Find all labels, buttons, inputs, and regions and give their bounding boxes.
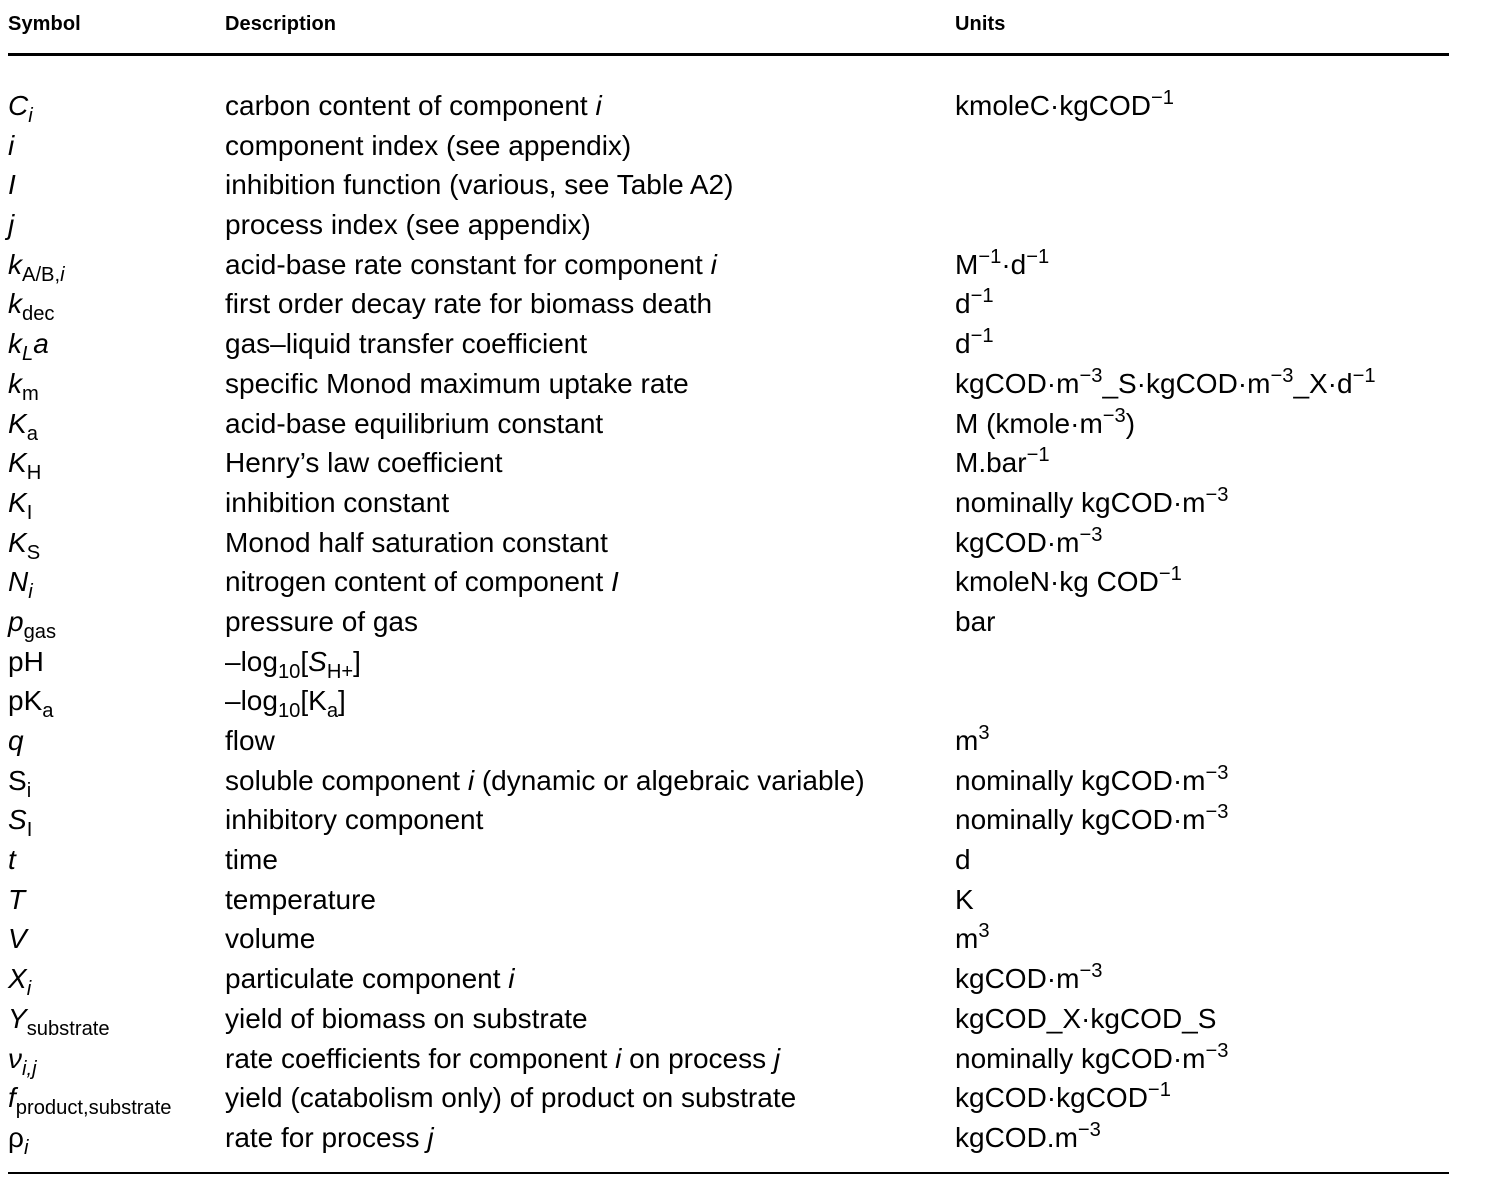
units-exponent: 3 <box>978 920 990 943</box>
symbol-subscript <box>22 343 33 365</box>
table-row <box>8 205 1449 245</box>
symbol-base: I <box>8 169 16 201</box>
symbol-subscript <box>22 383 39 405</box>
description-text: acid-base equilibrium constant <box>225 407 604 439</box>
description-text: time <box>225 844 278 876</box>
table-row <box>8 404 1449 444</box>
description-cell <box>225 483 449 523</box>
description-cell <box>225 562 619 602</box>
symbol-subscript <box>28 105 32 127</box>
symbol-base: k <box>8 248 22 280</box>
symbol-subscript-text: product,substrate <box>15 1097 172 1120</box>
symbol-base: i <box>8 129 15 161</box>
symbol-base: k <box>8 328 22 360</box>
description-cell <box>225 999 588 1039</box>
units-text: nominally kgCOD·m <box>955 486 1206 518</box>
symbol-subscript-text: a <box>26 422 38 445</box>
table-row <box>8 562 1449 602</box>
units-text: kgCOD·m <box>955 963 1080 995</box>
symbol-base: K <box>8 407 27 439</box>
symbol-cell <box>8 523 40 563</box>
symbol-base: f <box>8 1082 16 1114</box>
units-text: d <box>955 288 971 320</box>
description-cell <box>225 1039 780 1079</box>
description-text: Henry’s law coefficient <box>225 447 503 479</box>
symbol-subscript-text: i <box>26 779 32 802</box>
table-header-row <box>8 0 1449 56</box>
units-cell <box>955 245 1049 285</box>
description-cell <box>225 523 608 563</box>
units-cell <box>955 800 1228 840</box>
description-variable: S <box>308 645 327 677</box>
symbol-cell <box>8 642 44 682</box>
symbol-cell <box>8 1039 37 1079</box>
units-exponent: −1 <box>970 325 994 348</box>
units-cell <box>955 284 994 324</box>
description-cell <box>225 880 376 920</box>
symbol-base: p <box>8 605 24 637</box>
header-description: Description <box>225 13 337 35</box>
units-cell <box>955 721 990 761</box>
symbol-subscript-text: i <box>23 1136 29 1159</box>
description-text: flow <box>225 725 275 756</box>
description-bracket: [K <box>300 685 327 717</box>
symbol-base: S <box>8 804 27 836</box>
description-cell <box>225 165 733 205</box>
symbol-base: pK <box>8 685 43 717</box>
description-text: process index (see appendix) <box>225 209 591 241</box>
symbol-cell <box>8 681 53 721</box>
units-text: kgCOD·kgCOD <box>955 1082 1148 1114</box>
units-text: kgCOD.m <box>955 1121 1078 1153</box>
table-row <box>8 523 1449 563</box>
description-italic: i <box>615 1042 622 1074</box>
units-cell <box>955 999 1216 1039</box>
description-italic: i <box>710 248 717 280</box>
symbol-base: X <box>8 963 27 995</box>
units-cell <box>955 959 1102 999</box>
table-row <box>8 602 1449 642</box>
table-row <box>8 840 1449 880</box>
table-row <box>8 642 1449 682</box>
symbol-cell <box>8 404 38 444</box>
description-cell <box>225 840 278 880</box>
description-text: temperature <box>225 883 376 915</box>
description-italic: j <box>773 1042 781 1074</box>
table-row <box>8 800 1449 840</box>
units-text: K <box>955 883 974 915</box>
symbol-cell <box>8 86 33 126</box>
description-text: component index (see appendix) <box>225 129 632 161</box>
table-row <box>8 86 1449 126</box>
table-row <box>8 1039 1449 1079</box>
table-row <box>8 959 1449 999</box>
symbol-cell <box>8 483 32 523</box>
units-text: M (kmole·m <box>955 407 1103 439</box>
units-exponent: −3 <box>1079 364 1103 387</box>
description-cell <box>225 126 631 166</box>
units-exponent: −1 <box>1026 444 1050 467</box>
symbol-cell <box>8 205 14 245</box>
symbol-base: k <box>8 288 22 320</box>
symbol-subscript <box>27 978 31 1000</box>
symbol-subscript-text: i <box>26 978 32 1001</box>
description-cell <box>225 642 361 682</box>
description-italic: i <box>467 764 475 796</box>
symbol-subscript <box>22 264 65 286</box>
symbol-subscript-text: a <box>42 700 54 723</box>
table-row <box>8 324 1449 364</box>
units-cell <box>955 483 1228 523</box>
units-cell <box>955 919 990 959</box>
units-exponent: −3 <box>1102 404 1126 427</box>
symbol-cell <box>8 443 41 483</box>
table-row <box>8 919 1449 959</box>
description-text: first order decay rate for biomass death <box>225 288 713 320</box>
description-cell <box>225 959 515 999</box>
symbol-cell <box>8 165 16 205</box>
symbol-subscript <box>22 303 55 325</box>
symbol-subscript <box>22 1058 37 1080</box>
symbol-subscript-text: L <box>22 343 34 366</box>
description-cell <box>225 1118 434 1158</box>
symbol-cell <box>8 919 27 959</box>
units-exponent: −1 <box>978 245 1002 268</box>
symbol-subscript <box>27 462 42 484</box>
symbol-cell <box>8 800 32 840</box>
units-cell <box>955 324 994 364</box>
symbol-base: T <box>8 883 26 915</box>
units-cell <box>955 602 995 642</box>
symbol-subscript-text: m <box>22 382 39 405</box>
description-italic: I <box>611 566 619 598</box>
description-text: pressure of gas <box>225 605 418 637</box>
units-cell <box>955 562 1182 602</box>
symbol-subscript-text: i <box>28 105 33 128</box>
units-cell <box>955 880 974 920</box>
units-text: M.bar <box>955 447 1027 479</box>
description-cell <box>225 761 865 801</box>
description-cell <box>225 205 591 245</box>
description-text: gas–liquid transfer coefficient <box>225 328 588 360</box>
description-text: –log <box>225 685 278 717</box>
description-text: soluble component <box>225 764 468 796</box>
units-exponent: −1 <box>1151 86 1175 109</box>
units-text: _S·kgCOD·m <box>1102 367 1271 399</box>
symbol-cell <box>8 840 16 880</box>
symbol-subscript <box>24 1137 28 1159</box>
units-text: ·d <box>1001 248 1027 280</box>
units-text: d <box>955 844 971 876</box>
description-text: specific Monod maximum uptake rate <box>225 367 689 399</box>
symbol-base: V <box>8 923 27 955</box>
description-cell <box>225 800 483 840</box>
table-row <box>8 126 1449 166</box>
symbol-base: j <box>8 209 15 241</box>
symbol-base: C <box>8 90 29 121</box>
symbol-base: k <box>8 367 22 399</box>
description-cell <box>225 681 346 721</box>
description-cell <box>225 404 603 444</box>
symbol-subscript <box>16 1097 172 1119</box>
description-cell <box>225 245 717 285</box>
units-cell <box>955 1078 1171 1118</box>
symbol-cell <box>8 721 24 761</box>
units-exponent: −3 <box>1205 761 1229 784</box>
units-text: kmoleC·kgCOD <box>955 90 1152 121</box>
table-row <box>8 443 1449 483</box>
units-text: nominally kgCOD·m <box>955 764 1206 796</box>
units-exponent: −1 <box>970 285 994 308</box>
table-row <box>8 364 1449 404</box>
units-text: d <box>955 328 971 360</box>
units-text: kgCOD·m <box>955 367 1080 399</box>
symbol-cell <box>8 562 33 602</box>
description-cell <box>225 1078 796 1118</box>
description-variable-subscript: a <box>326 700 339 723</box>
symbol-subscript <box>27 502 33 524</box>
table-row <box>8 165 1449 205</box>
description-subscript: 10 <box>277 660 301 683</box>
units-exponent: −3 <box>1079 960 1103 983</box>
symbol-subscript <box>28 581 32 603</box>
description-bracket: ] <box>338 685 346 717</box>
units-exponent: −1 <box>1158 563 1182 586</box>
description-text: inhibition function (various, see Table A2) <box>225 169 734 201</box>
units-cell <box>955 364 1376 404</box>
symbol-base: pH <box>8 645 44 677</box>
table-row <box>8 1078 1449 1118</box>
description-text: inhibition constant <box>225 486 450 518</box>
symbol-subscript-text: I <box>26 819 33 842</box>
symbol-base: q <box>8 725 24 756</box>
symbol-cell <box>8 602 56 642</box>
symbol-cell <box>8 324 49 364</box>
units-exponent: −1 <box>1352 364 1376 387</box>
description-text-after: (dynamic or algebraic variable) <box>474 764 865 796</box>
description-text: particulate component <box>225 963 509 995</box>
description-italic: i <box>595 90 602 121</box>
description-text-after: on process <box>621 1042 774 1074</box>
symbol-subscript-text: H <box>26 462 42 485</box>
description-variable-subscript: H+ <box>326 660 354 683</box>
units-text: ) <box>1125 407 1136 439</box>
units-text: _X·d <box>1293 367 1353 399</box>
symbol-base: K <box>8 486 27 518</box>
table-row <box>8 761 1449 801</box>
symbol-base: K <box>8 526 27 558</box>
table-row <box>8 999 1449 1039</box>
description-text: rate for process <box>225 1121 428 1153</box>
units-exponent: −3 <box>1077 1118 1101 1141</box>
symbol-cell <box>8 959 31 999</box>
units-text: m <box>955 725 979 756</box>
units-exponent: −3 <box>1205 1039 1229 1062</box>
units-text: kmoleN·kg COD <box>955 566 1159 598</box>
symbol-subscript-text: S <box>26 541 41 564</box>
description-text: acid-base rate constant for component <box>225 248 711 280</box>
nomenclature-table <box>8 0 1449 1174</box>
symbol-subscript-text: i,j <box>22 1057 37 1080</box>
symbol-subscript-text: substrate <box>26 1017 110 1040</box>
symbol-subscript-text: A/B, <box>22 263 61 286</box>
description-text: Monod half saturation constant <box>225 526 608 558</box>
description-cell <box>225 919 315 959</box>
symbol-subscript <box>27 423 38 445</box>
description-italic: j <box>427 1121 434 1153</box>
units-exponent: −3 <box>1205 483 1229 506</box>
table-row <box>8 721 1449 761</box>
symbol-base: S <box>8 764 27 796</box>
units-text: nominally kgCOD·m <box>955 804 1206 836</box>
symbol-cell <box>8 1118 28 1158</box>
description-text: nitrogen content of component <box>225 566 612 598</box>
symbol-cell <box>8 880 25 920</box>
description-italic: i <box>508 963 515 995</box>
description-bracket: ] <box>353 645 361 677</box>
description-subscript: 10 <box>277 700 301 723</box>
description-text: volume <box>225 923 316 955</box>
header-symbol: Symbol <box>8 13 81 35</box>
units-exponent: −3 <box>1205 801 1229 824</box>
units-text: kgCOD_X·kgCOD_S <box>955 1002 1217 1034</box>
symbol-cell <box>8 364 39 404</box>
symbol-base: ρ <box>8 1121 24 1153</box>
units-text: m <box>955 923 979 955</box>
symbol-subscript <box>42 700 53 722</box>
symbol-base: N <box>8 566 29 598</box>
description-text: –log <box>225 645 278 677</box>
header-units: Units <box>955 13 1006 35</box>
symbol-subscript <box>27 1018 110 1040</box>
symbol-cell <box>8 761 31 801</box>
symbol-base: Y <box>8 1002 27 1034</box>
symbol-cell <box>8 126 14 166</box>
table-row <box>8 284 1449 324</box>
table-row <box>8 681 1449 721</box>
description-text: yield of biomass on substrate <box>225 1002 588 1034</box>
units-cell <box>955 761 1228 801</box>
description-text: inhibitory component <box>225 804 484 836</box>
table-row <box>8 245 1449 285</box>
symbol-base: ν <box>8 1042 22 1074</box>
symbol-subscript-text: gas <box>23 620 57 643</box>
symbol-subscript-text: dec <box>22 303 55 326</box>
description-cell <box>225 86 602 126</box>
units-cell <box>955 404 1135 444</box>
description-cell <box>225 324 587 364</box>
units-cell <box>955 443 1050 483</box>
units-exponent: −1 <box>1147 1079 1171 1102</box>
symbol-subscript-italic: i <box>60 263 65 286</box>
description-text: yield (catabolism only) of product on substrate <box>225 1082 797 1114</box>
units-exponent: −3 <box>1270 364 1294 387</box>
units-text: bar <box>955 605 996 637</box>
units-exponent: −1 <box>1026 245 1050 268</box>
table-row <box>8 880 1449 920</box>
units-text: kgCOD·m <box>955 526 1080 558</box>
symbol-subscript-text: i <box>28 581 33 604</box>
units-exponent: −3 <box>1079 523 1103 546</box>
symbol-subscript <box>27 819 33 841</box>
description-bracket: [ <box>300 645 309 677</box>
units-cell <box>955 1118 1101 1158</box>
units-cell <box>955 86 1174 126</box>
units-cell <box>955 840 971 880</box>
symbol-subscript <box>27 780 31 802</box>
description-cell <box>225 364 689 404</box>
symbol-suffix: a <box>33 328 49 360</box>
symbol-cell <box>8 1078 172 1118</box>
description-cell <box>225 602 418 642</box>
units-exponent: 3 <box>978 721 990 744</box>
description-text: carbon content of component <box>225 90 596 121</box>
description-cell <box>225 721 275 761</box>
description-cell <box>225 443 503 483</box>
symbol-base: t <box>8 844 16 876</box>
table-body <box>8 56 1449 1174</box>
symbol-cell <box>8 245 65 285</box>
description-text: rate coefficients for component <box>225 1042 616 1074</box>
symbol-subscript <box>24 621 57 643</box>
symbol-cell <box>8 284 55 324</box>
description-cell <box>225 284 712 324</box>
units-cell <box>955 1039 1228 1079</box>
symbol-cell <box>8 999 110 1039</box>
units-text: nominally kgCOD·m <box>955 1042 1206 1074</box>
table-row <box>8 483 1449 523</box>
symbol-subscript <box>27 542 40 564</box>
symbol-subscript-text: I <box>26 501 33 524</box>
units-text: M <box>955 248 979 280</box>
table-row <box>8 1118 1449 1158</box>
units-cell <box>955 523 1102 563</box>
symbol-base: K <box>8 447 27 479</box>
